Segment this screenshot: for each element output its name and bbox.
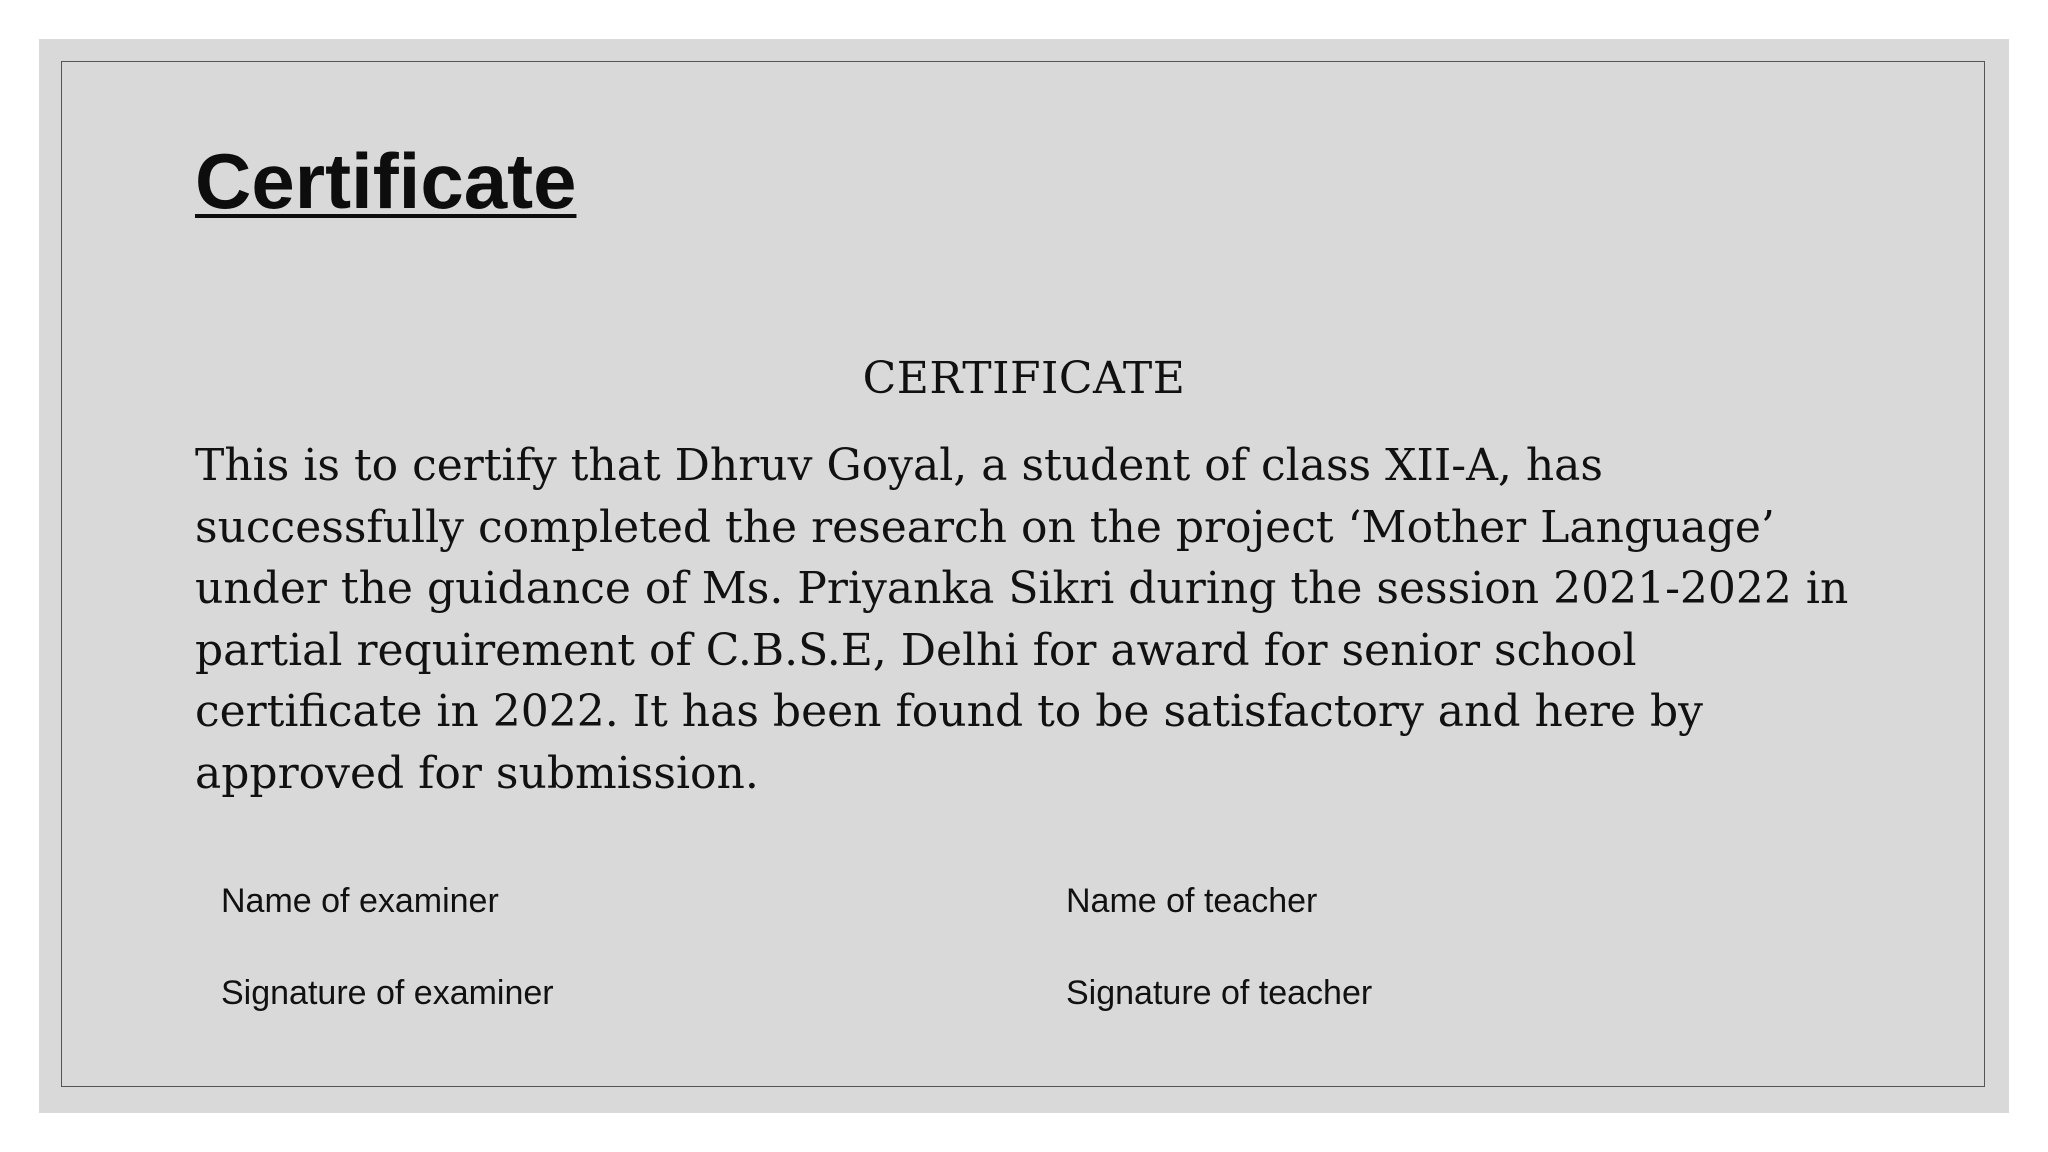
examiner-signature-label: Signature of examiner bbox=[221, 974, 554, 1012]
certificate-body-text: This is to certify that Dhruv Goyal, a student of class XII-A, has successfully completed the research on the project ‘Mother Language’ under the guidance of Ms. Priyanka Sikri during the session 2021-2022 in partial requirement of C.B.S.E, Delhi for award for senior school certificate in 2022. It has been found to be satisfactory and here by approved for submission. bbox=[195, 440, 1849, 799]
examiner-name-label: Name of examiner bbox=[221, 882, 499, 920]
teacher-name-label: Name of teacher bbox=[1066, 882, 1318, 920]
certificate-slide bbox=[39, 39, 2009, 1113]
certificate-heading: CERTIFICATE bbox=[862, 353, 1186, 404]
slide-title: Certificate bbox=[195, 137, 577, 225]
teacher-signature-label: Signature of teacher bbox=[1066, 974, 1373, 1012]
